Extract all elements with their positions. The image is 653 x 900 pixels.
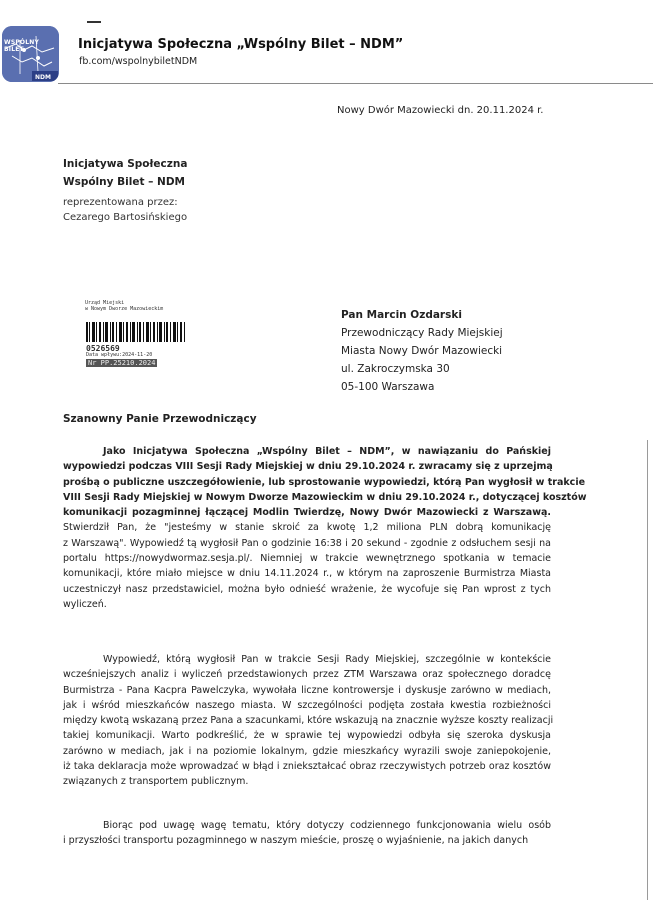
paragraph-line: między kwotą wskazaną przez Pana a szacunkami, które wskazują na znacznie wyższe koszty realizacji [63,715,554,727]
paragraph-line: takiej komunikacji. Warto podkreślić, że w sprawie tej wypowiedzi odbyła się szeroka dyskusja [63,730,551,742]
representative-name: Cezarego Bartosińskiego [63,212,188,223]
paragraph-line: komunikacji pozagminnej łączącej Modlin Twierdzę, Nowy Dwór Mazowiecki z Warszawą. [63,507,551,519]
stamp-office: w Nowym Dworze Mazowieckim [85,306,164,312]
organization-name: Inicjatywa Społeczna „Wspólny Bilet – NDM” [78,37,404,52]
paragraph-line: związanych z transportem publicznym. [63,776,249,788]
sender-block [63,155,187,191]
stamp-date: Data wpływu:2024-11-20 [86,352,153,358]
recipient-name: Pan Marcin Ozdarski [341,309,462,321]
sender-line: Inicjatywa Społeczna [63,158,188,170]
paragraph-line: wcześniejszych analiz i wyliczeń przedstawionych przez ZTM Warszawa oraz społecznego doradcę [63,669,551,681]
paragraph-line: Wypowiedź, którą wygłosił Pan w trakcie Sesji Rady Miejskiej, szczególnie w kontekście [103,654,551,665]
representative-label: reprezentowana przez: [63,197,178,208]
sender-line: Wspólny Bilet – NDM [63,176,185,188]
logo-bottom-text: NDM [35,74,51,81]
header-divider [58,83,653,84]
paragraph-line: portalu https://nowydwormaz.sesja.pl/. Niemniej w trakcie wewnętrznego spotkania w temacie [63,553,551,565]
paragraph-line: Biorąc pod uwagę wagę tematu, który dotyczy codziennego funkcjonowania wielu osób [103,820,551,831]
paragraph-line: z Warszawą". Wypowiedź tą wygłosił Pan o godzinie 16:38 i 20 sekund - zgodnie z odsłuchem sesji na [63,537,551,549]
recipient-line: Miasta Nowy Dwór Mazowiecki [341,345,503,357]
sender-representative [63,195,187,225]
recipient-block [341,306,503,396]
logo-top-text: WSPÓLNY BILET [4,39,40,53]
organization-logo [2,26,59,82]
recipient-line: ul. Zakroczymska 30 [341,363,450,375]
paragraph-line: iż taka deklaracja może wprowadzać w błąd i zniekształcać obraz rzeczywistych potrzeb oraz kosztów [63,761,551,773]
paragraph-line: VIII Sesji Rady Miejskiej w Nowym Dworze Mazowieckim w dniu 29.10.2024 r., dotyczącej kosztów [63,491,587,503]
paragraph-2 [63,652,554,790]
paragraph-1 [63,444,587,612]
place-and-date: Nowy Dwór Mazowiecki dn. 20.11.2024 r. [337,105,544,116]
paragraph-line: wypowiedzi podczas VIII Sesji Rady Miejskiej w dniu 29.10.2024 r. zwracamy się z uprzejmą [63,461,553,473]
paragraph-line: uczestniczył nasz przedstawiciel, można było odnieść wrażenie, że wycofuje się Pan wprost z tych [63,583,551,595]
salutation: Szanowny Panie Przewodniczący [63,413,257,425]
paragraph-line: Burmistrza - Pana Kacpra Pawelczyka, wywołała liczne kontrowersje i dyskusje zarówno w mediach, [63,684,551,696]
paragraph-line: jak i wśród mieszkańców naszego miasta. W szczególności podjęta została kwestia rozbieżności [63,699,551,711]
paragraph-line: komunikacji, które miało miejsce w dniu 14.11.2024 r., w którym na zaproszenie Burmistrza Miasta [63,568,551,580]
facebook-link[interactable]: fb.com/wspolnybiletNDM [79,56,198,67]
page-edge [647,440,648,900]
paragraph-line: prośbą o publiczne uszczegółowienie, lub sprostowanie wypowiedzi, którą Pan wygłosił w trakcie [63,476,586,488]
paragraph-line: Stwierdził Pan, że "jesteśmy w stanie skroić za kwotę 1,2 miliona PLN dobrą komunikację [63,522,551,534]
recipient-line: 05-100 Warszawa [341,381,435,393]
incoming-stamp [85,300,209,372]
paragraph-line: Jako Inicjatywa Społeczna „Wspólny Bilet – NDM”, w nawiązaniu do Pańskiej [103,446,551,457]
stamp-number: 0526569 [86,344,120,353]
scan-mark [87,21,101,23]
recipient-line: Przewodniczący Rady Miejskiej [341,327,503,339]
paragraph-line: i przyszłości transportu pozagminnego w naszym mieście, proszę o wyjaśnienie, na jakich danych [63,835,529,847]
paragraph-line: zarówno w mediach, jak i na poziomie lokalnym, gdzie mieszkańcy wyrazili swoje zaniepokojenie, [63,745,551,757]
stamp-office: Urząd Miejski [85,300,125,306]
stamp-reference: Nr PP.25210.2024 [88,359,156,367]
paragraph-line: wyliczeń. [63,598,107,610]
paragraph-3 [63,818,551,849]
barcode-icon [86,322,186,342]
